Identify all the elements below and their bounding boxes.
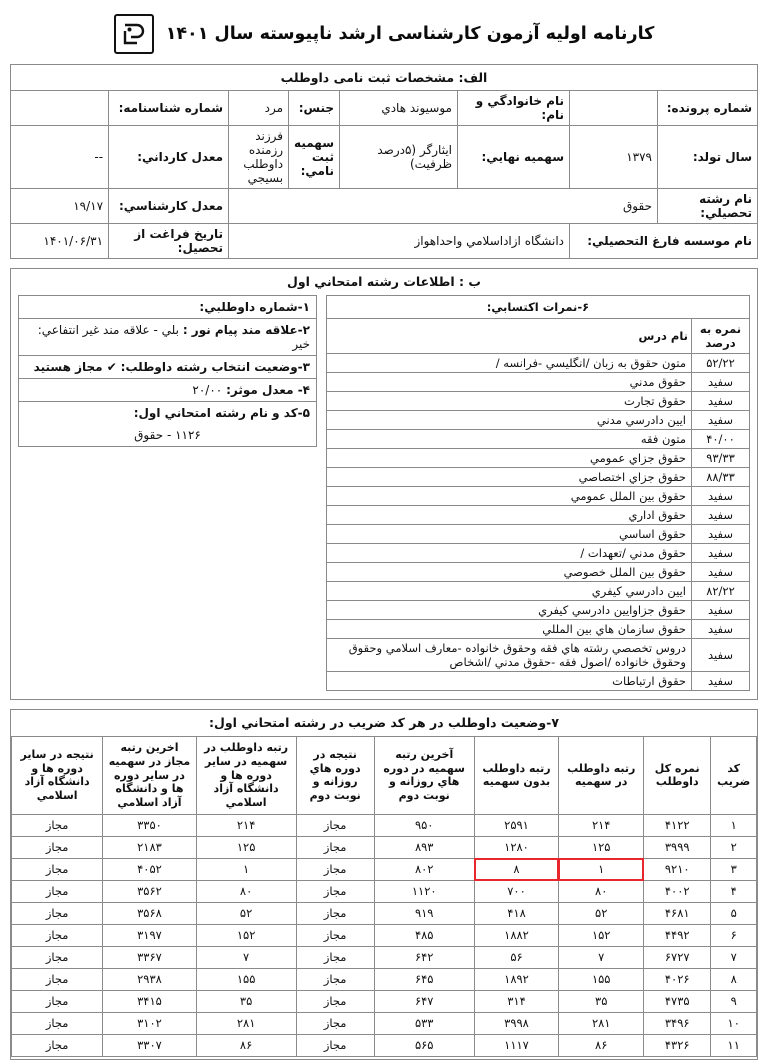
effective-gpa-label: ۴- معدل موثر: [226,383,310,397]
table-row [12,880,757,902]
birth-year-label: سال تولد: [658,126,758,189]
cell-result-azad: مجاز [12,1012,103,1034]
field-of-study-value: حقوق [229,189,658,224]
cell-rank-quota: ۱۵۲ [559,924,644,946]
cell-rank-azad: ۱۲۵ [196,836,296,858]
grade-course: حقوق مدني /تعهدات / [327,544,692,563]
file-number-value [570,91,658,126]
cell-total: ۴۶۸۱ [644,902,711,924]
col-last-rank-other-azad: اخرين رتبه مجاز در سهميه در ساير دوره ها و دانشگاه آزاد اسلامي [103,737,196,815]
cell-rank-azad: ۲۱۴ [196,814,296,836]
table-row [12,968,757,990]
cell-total: ۴۴۹۲ [644,924,711,946]
cell-code: ۷ [711,946,757,968]
table-row [327,506,750,525]
table-row [327,582,750,601]
table-row [327,392,750,411]
grade-score: ۸۲/۲۲ [692,582,750,601]
cell-rank-azad: ۵۲ [196,902,296,924]
grade-course: ايين دادرسي مدني [327,411,692,430]
cell-rank-noquota: ۱۲۸۰ [474,836,559,858]
cell-last-azad: ۳۳۰۷ [103,1034,196,1056]
status-badge: ✔ مجاز هستيد [33,360,117,374]
full-name-label: نام خانوادگي و نام: [458,91,570,126]
table-row [19,319,317,356]
cell-rank-quota-value: ۱ [598,862,605,877]
table-row [12,902,757,924]
col-rank-in-quota: رتبه داوطلب در سهميه [559,737,644,815]
table-row [11,189,758,224]
cell-rank-quota: ۱۵۵ [559,968,644,990]
grade-score: سفيد [692,392,750,411]
exam-field-row [19,402,317,447]
cell-rank-noquota: ۱۱۱۷ [474,1034,559,1056]
col-result-other-azad: نتيجه در ساير دوره ها و دانشگاه آزاد اسلامي [12,737,103,815]
grade-score: ۹۳/۳۳ [692,449,750,468]
cell-result-daily: مجاز [296,902,374,924]
cell-result-daily: مجاز [296,924,374,946]
gender-label: جنس: [289,91,340,126]
cell-last-azad: ۳۵۶۲ [103,880,196,902]
exam-field-label: ۵-کد و نام رشته امتحاني اول: [133,406,310,420]
grade-score: سفيد [692,506,750,525]
grade-score: سفيد [692,411,750,430]
cell-result-azad: مجاز [12,880,103,902]
table-row [327,411,750,430]
grade-course: حقوق بين الملل عمومي [327,487,692,506]
cell-rank-quota [559,858,644,880]
bachelor-gpa-value: ۱۹/۱۷ [11,189,109,224]
table-row [327,601,750,620]
section-a-title-row [11,65,758,91]
grade-score: سفيد [692,639,750,672]
cell-rank-noquota [474,858,559,880]
table-row [327,487,750,506]
bachelor-gpa-label: معدل کارشناسي: [109,189,229,224]
grade-score: سفيد [692,601,750,620]
grade-course: حقوق مدني [327,373,692,392]
cell-result-daily: مجاز [296,1034,374,1056]
table-row [327,449,750,468]
cell-rank-noquota: ۳۹۹۸ [474,1012,559,1034]
cell-last-rank: ۶۴۵ [374,968,474,990]
table-row [12,946,757,968]
cell-rank-quota: ۷ [559,946,644,968]
col-coefficient-code: کد ضريب [711,737,757,815]
grade-course: حقوق جزاوايين دادرسي کيفري [327,601,692,620]
table-row [327,563,750,582]
grade-score: سفيد [692,373,750,392]
cell-code: ۱۰ [711,1012,757,1034]
cell-last-rank: ۱۱۲۰ [374,880,474,902]
birth-year-value: ۱۳۷۹ [570,126,658,189]
cell-last-rank: ۸۹۳ [374,836,474,858]
cell-result-daily: مجاز [296,946,374,968]
table-row [11,224,758,259]
cell-rank-quota: ۲۱۴ [559,814,644,836]
grade-course: حقوق اساسي [327,525,692,544]
grade-score: سفيد [692,620,750,639]
cell-code: ۲ [711,836,757,858]
cell-last-rank: ۵۳۳ [374,1012,474,1034]
table-row [19,296,317,319]
table-row [327,620,750,639]
cell-code: ۴ [711,880,757,902]
table-row [327,639,750,672]
payamnoor-label: ۲-علاقه مند پيام نور : [182,323,310,337]
cell-code: ۳ [711,858,757,880]
cell-result-azad: مجاز [12,924,103,946]
grades-title: ۶-نمرات اکتسابي: [327,296,750,319]
selection-status-row [19,356,317,379]
candidate-number-row [19,296,317,319]
cell-last-rank: ۵۶۵ [374,1034,474,1056]
cell-last-rank: ۹۱۹ [374,902,474,924]
table-row [327,672,750,691]
final-quota-value: ايثارگر (۵درصد ظرفيت) [340,126,458,189]
registered-quota-value: فرزند رزمنده داوطلب بسيجي [229,126,289,189]
grade-course: حقوق سازمان هاي بين المللي [327,620,692,639]
cell-last-azad: ۳۱۰۲ [103,1012,196,1034]
table-row [327,373,750,392]
grades-col-course: نام درس [327,319,692,354]
grade-course: دروس تخصصي رشته هاي فقه وحقوق خانواده -معارف اسلامي وحقوق وحقوق خانواده /اصول فقه -حقوق مدني /اشخاص [327,639,692,672]
organization-logo-icon [114,14,154,54]
payamnoor-row [19,319,317,356]
table-row [327,544,750,563]
cell-result-azad: مجاز [12,902,103,924]
table-row [11,91,758,126]
section-c [10,709,758,1060]
cell-rank-noquota-value: ۸ [513,862,520,877]
col-total-score: نمره کل داوطلب [644,737,711,815]
section-a-table [10,64,758,259]
cell-total: ۴۱۲۲ [644,814,711,836]
document-header [10,6,758,64]
registered-quota-label: سهميه ثبت نامي: [289,126,340,189]
cell-rank-quota: ۱۲۵ [559,836,644,858]
grade-score: سفيد [692,563,750,582]
cell-result-daily: مجاز [296,1012,374,1034]
cell-result-daily: مجاز [296,858,374,880]
cell-total: ۶۷۲۷ [644,946,711,968]
table-row [11,126,758,189]
grade-score: سفيد [692,525,750,544]
exam-field-value: ۱۱۲۶ - حقوق [134,428,201,442]
cell-rank-azad: ۱۵۲ [196,924,296,946]
table-row [327,430,750,449]
rank-table [11,736,757,1057]
cell-result-azad: مجاز [12,858,103,880]
cell-last-azad: ۲۱۸۳ [103,836,196,858]
cell-code: ۸ [711,968,757,990]
cell-rank-azad: ۱۵۵ [196,968,296,990]
cell-total: ۳۹۹۹ [644,836,711,858]
grade-score: سفيد [692,544,750,563]
cell-result-azad: مجاز [12,946,103,968]
table-row [327,468,750,487]
grades-col-score: نمره به درصد [692,319,750,354]
cell-result-azad: مجاز [12,836,103,858]
cell-rank-quota: ۳۵ [559,990,644,1012]
cell-last-azad: ۳۱۹۷ [103,924,196,946]
table-row [327,525,750,544]
cell-rank-azad: ۷ [196,946,296,968]
table-row [12,814,757,836]
cell-last-azad: ۴۰۵۲ [103,858,196,880]
grade-course: حقوق بين الملل خصوصي [327,563,692,582]
payamnoor-value: بلي - علاقه مند غير انتفاعي: خير [37,323,310,351]
cell-rank-azad: ۲۸۱ [196,1012,296,1034]
id-number-label: شماره شناسنامه: [109,91,229,126]
candidate-number-label: ۱-شماره داوطلبي: [199,300,310,314]
grade-course: حقوق اداري [327,506,692,525]
cell-total: ۴۰۰۲ [644,880,711,902]
cell-result-daily: مجاز [296,968,374,990]
cell-rank-noquota: ۷۰۰ [474,880,559,902]
cell-last-rank: ۶۴۷ [374,990,474,1012]
cell-total: ۴۳۲۶ [644,1034,711,1056]
cell-rank-azad: ۱ [196,858,296,880]
cell-result-daily: مجاز [296,990,374,1012]
cell-rank-noquota: ۲۵۹۱ [474,814,559,836]
grades-table [326,295,750,691]
cell-result-daily: مجاز [296,880,374,902]
cell-rank-quota: ۸۶ [559,1034,644,1056]
grade-course: حقوق جزاي عمومي [327,449,692,468]
cell-code: ۱ [711,814,757,836]
grade-course: ايين دادرسي کيفري [327,582,692,601]
table-row [19,402,317,447]
id-number-value [11,91,109,126]
cell-total: ۹۲۱۰ [644,858,711,880]
file-number-label: شماره پرونده: [658,91,758,126]
col-last-quota-rank-daily: آخرين رتبه سهميه در دوره هاي روزانه و نوبت دوم [374,737,474,815]
cell-rank-noquota: ۵۶ [474,946,559,968]
cell-result-daily: مجاز [296,814,374,836]
grade-score: سفيد [692,672,750,691]
cell-last-azad: ۳۴۱۵ [103,990,196,1012]
section-c-title: ۷-وضعيت داوطلب در هر کد ضريب در رشته امتحاني اول: [209,715,559,730]
grades-panel [326,295,750,691]
cell-rank-noquota: ۴۱۸ [474,902,559,924]
gender-value: مرد [229,91,289,126]
cell-rank-azad: ۸۰ [196,880,296,902]
cell-last-rank: ۸۰۲ [374,858,474,880]
section-b [10,268,758,700]
effective-gpa-row [19,379,317,402]
cell-rank-noquota: ۱۸۸۲ [474,924,559,946]
cell-last-azad: ۲۹۳۸ [103,968,196,990]
applicant-status-table [18,295,317,447]
institution-value: دانشگاه ازاداسلامي واحداهواز [229,224,570,259]
col-result-daily: نتيجه در دوره هاي روزانه و نوبت دوم [296,737,374,815]
grades-header-row [327,319,750,354]
cell-code: ۹ [711,990,757,1012]
cell-rank-quota: ۲۸۱ [559,1012,644,1034]
cell-code: ۱۱ [711,1034,757,1056]
full-name-value: موسيوند هادي [340,91,458,126]
cell-result-azad: مجاز [12,814,103,836]
table-row [12,990,757,1012]
cell-result-azad: مجاز [12,1034,103,1056]
table-row-highlighted [12,858,757,880]
cell-rank-azad: ۳۵ [196,990,296,1012]
table-row [327,354,750,373]
grade-score: ۵۲/۲۲ [692,354,750,373]
cell-total: ۳۴۹۶ [644,1012,711,1034]
cell-result-azad: مجاز [12,990,103,1012]
grade-score: سفيد [692,487,750,506]
table-row [12,1012,757,1034]
table-row [12,924,757,946]
table-row [12,1034,757,1056]
rank-header-row [12,737,757,815]
table-row [19,379,317,402]
table-row [12,836,757,858]
graduation-date-value: ۱۴۰۱/۰۶/۳۱ [11,224,109,259]
cell-last-rank: ۶۴۲ [374,946,474,968]
cell-rank-quota: ۸۰ [559,880,644,902]
cell-rank-quota: ۵۲ [559,902,644,924]
col-rank-without-quota: رتبه داوطلب بدون سهميه [474,737,559,815]
col-rank-other-azad: رتبه داوطلب در سهميه در ساير دوره ها و دانشگاه آزاد اسلامي [196,737,296,815]
cell-rank-noquota: ۱۸۹۲ [474,968,559,990]
cell-total: ۴۰۲۶ [644,968,711,990]
cell-last-rank: ۴۸۵ [374,924,474,946]
cell-rank-azad: ۸۶ [196,1034,296,1056]
final-quota-label: سهميه نهايي: [458,126,570,189]
associate-gpa-label: معدل کارداني: [109,126,229,189]
institution-label: نام موسسه فارغ التحصيلي: [570,224,758,259]
applicant-status-panel [18,295,317,447]
cell-code: ۵ [711,902,757,924]
selection-status-label: ۳-وضعيت انتخاب رشته داوطلب: [120,360,310,374]
cell-result-daily: مجاز [296,836,374,858]
cell-rank-noquota: ۳۱۴ [474,990,559,1012]
section-a-title: الف: مشخصات ثبت نامی داوطلب [11,65,758,91]
grade-course: حقوق جزاي اختصاصي [327,468,692,487]
cell-code: ۶ [711,924,757,946]
associate-gpa-value: -- [11,126,109,189]
cell-last-azad: ۳۳۶۷ [103,946,196,968]
graduation-date-label: تاريخ فراغت از تحصيل: [109,224,229,259]
grades-title-row [327,296,750,319]
cell-result-azad: مجاز [12,968,103,990]
cell-last-azad: ۳۳۵۰ [103,814,196,836]
effective-gpa-value: ۲۰/۰۰ [192,383,223,397]
grade-course: متون حقوق به زبان /انگليسي -فرانسه / [327,354,692,373]
section-b-title: ب : اطلاعات رشته امتحاني اول [287,274,481,289]
field-of-study-label: نام رشته تحصيلي: [658,189,758,224]
grade-score: ۴۰/۰۰ [692,430,750,449]
grade-course: حقوق تجارت [327,392,692,411]
page-title: کارنامه اولیه آزمون کارشناسی ارشد ناپیوسته سال ۱۴۰۱ [165,24,655,44]
cell-total: ۴۷۳۵ [644,990,711,1012]
cell-last-rank: ۹۵۰ [374,814,474,836]
grade-course: متون فقه [327,430,692,449]
grade-course: حقوق ارتباطات [327,672,692,691]
grade-score: ۸۸/۳۳ [692,468,750,487]
table-row [19,356,317,379]
cell-last-azad: ۳۵۶۸ [103,902,196,924]
